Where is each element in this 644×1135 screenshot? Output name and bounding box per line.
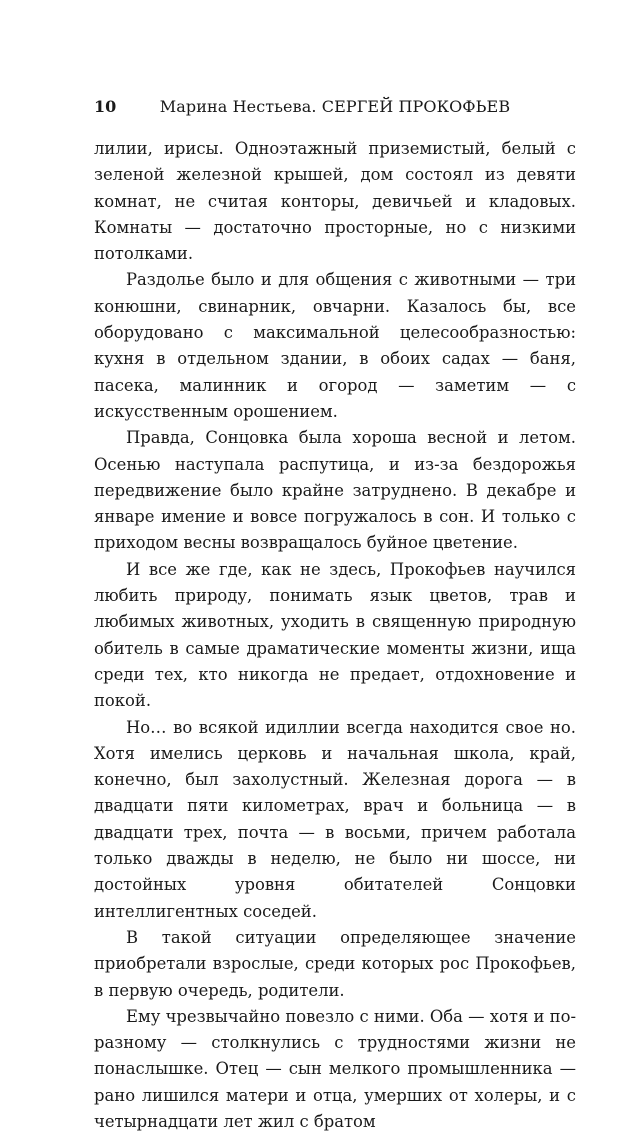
paragraph-1: лилии, ирисы. Одноэтажный приземистый, белый с зеленой железной крышей, дом состоял из девяти комнат, не считая конторы, девичьей и кладовых. Комнаты — достаточно просторные, но с низкими потолками. <box>94 139 576 264</box>
body-text <box>94 136 576 1135</box>
paragraph-3: Правда, Сонцовка была хороша весной и летом. Осенью наступала распутица, и из-за бездорожья передвижение было крайне затруднено. В декабре и январе имение и вовсе погружалось в сон. И только с приходом весны возвращалось буйное цветение. <box>94 428 576 553</box>
running-title: Марина Нестьева. СЕРГЕЙ ПРОКОФЬЕВ <box>159 97 511 116</box>
paragraph-4: И все же где, как не здесь, Прокофьев научился любить природу, понимать язык цветов, трав и любимых животных, уходить в священную природную обитель в самые драматические моменты жизни, ища среди тех, кто никогда не предает, отдохновение и покой. <box>94 559 576 711</box>
paragraph-5: Но… во всякой идиллии всегда находится свое но. Хотя имелись церковь и начальная школа, край, конечно, был захолустный. Железная дорога — в двадцати пяти километрах, врач и больница — в двадцати трех, почта — в восьми, причем работала только дважды в неделю, не было ни шоссе, ни достойных уровня обитателей Сонцовки интеллигентных соседей. <box>94 717 576 921</box>
page-number: 10 <box>94 97 117 116</box>
running-head <box>94 96 576 118</box>
paragraph-7: Ему чрезвычайно повезло с ними. Оба — хотя и по-разному — столкнулись с трудностями жизни не понаслышке. Отец — сын мелкого промышленника — рано лишился матери и отца, умерших от холеры, и с четырнадцати лет жил с братом <box>94 1006 576 1131</box>
paragraph-2: Раздолье было и для общения с животными — три конюшни, свинарник, овчарни. Казалось бы, все оборудовано с максимальной целесообразностью: кухня в отдельном здании, в обоих садах — баня, пасека, малинник и огород — заметим — с искусственным орошением. <box>94 270 576 421</box>
paragraph-6: В такой ситуации определяющее значение приобретали взрослые, среди которых рос Прокофьев, в первую очередь, родители. <box>94 927 576 1000</box>
